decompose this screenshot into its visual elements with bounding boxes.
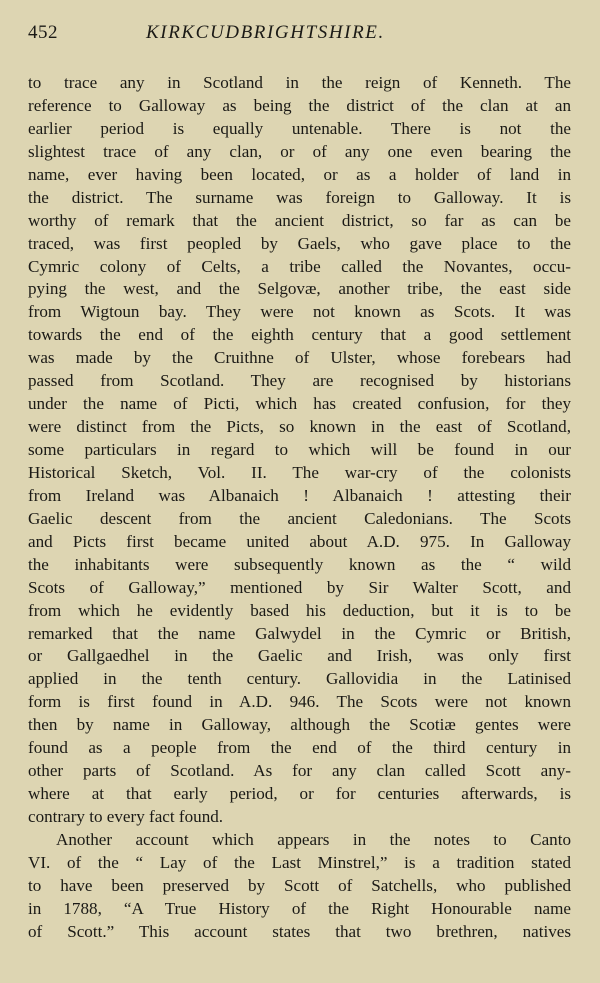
text-line: VI. of the “ Lay of the Last Minstrel,” is a tradition stated bbox=[28, 852, 571, 872]
text-line: Gaelic descent from the ancient Caledonians. The Scots bbox=[28, 508, 571, 528]
text-line: from Ireland was Albanaich ! Albanaich ! attesting their bbox=[28, 485, 571, 505]
text-line: Historical Sketch, Vol. II. The war-cry of the colonists bbox=[28, 462, 571, 482]
text-line: some particulars in regard to which will be found in our bbox=[28, 440, 571, 459]
text-line: form is first found in A.D. 946. The Scots were not known bbox=[28, 692, 571, 712]
running-head: KIRKCUDBRIGHTSHIRE. bbox=[146, 22, 385, 43]
text-line: name, ever having been located, or as a holder of land in bbox=[28, 164, 571, 184]
body-text bbox=[28, 72, 571, 944]
text-line: or Gallgaedhel in the Gaelic and Irish, was only first bbox=[28, 646, 571, 666]
text-line: other parts of Scotland. As for any clan called Scott any- bbox=[28, 761, 571, 781]
text-line: contrary to every fact found. bbox=[28, 807, 224, 826]
text-line: from Wigtoun bay. They were not known as Scots. It was bbox=[28, 302, 571, 322]
text-line: reference to Galloway as being the district of the clan at an bbox=[28, 95, 571, 115]
text-line: Scots of Galloway,” mentioned by Sir Walter Scott, and bbox=[28, 577, 571, 597]
text-line: Another account which appears in the notes to Canto bbox=[56, 829, 571, 849]
text-line: Cymric colony of Celts, a tribe called the Novantes, occu- bbox=[28, 256, 571, 276]
text-line: in 1788, “A True History of the Right Honourable name bbox=[28, 898, 571, 918]
text-line: remarked that the name Galwydel in the Cymric or British, bbox=[28, 623, 571, 643]
text-line: towards the end of the eighth century that a good settlement bbox=[28, 325, 571, 345]
text-line: under the name of Picti, which has created confusion, for they bbox=[28, 394, 571, 414]
text-line: passed from Scotland. They are recognised by historians bbox=[28, 371, 571, 391]
text-line: the district. The surname was foreign to Galloway. It is bbox=[28, 187, 571, 207]
text-line: were distinct from the Picts, so known in the east of Scotland, bbox=[28, 417, 571, 437]
text-line: to have been preserved by Scott of Satchells, who published bbox=[28, 875, 571, 895]
text-line: where at that early period, or for centuries afterwards, is bbox=[28, 784, 571, 804]
page-number: 452 bbox=[28, 22, 58, 43]
text-line: earlier period is equally untenable. There is not the bbox=[28, 118, 571, 138]
text-line: slightest trace of any clan, or of any one even bearing the bbox=[28, 141, 571, 161]
text-line: and Picts first became united about A.D. 975. In Galloway bbox=[28, 531, 571, 551]
page-header bbox=[28, 22, 578, 52]
text-line: worthy of remark that the ancient district, so far as can be bbox=[28, 210, 571, 230]
text-line: then by name in Galloway, although the Scotiæ gentes were bbox=[28, 715, 571, 735]
text-line: the inhabitants were subsequently known as the “ wild bbox=[28, 554, 571, 574]
text-line: from which he evidently based his deduction, but it is to be bbox=[28, 600, 571, 620]
text-line: of Scott.” This account states that two brethren, natives bbox=[28, 921, 571, 941]
text-line: traced, was first peopled by Gaels, who gave place to the bbox=[28, 233, 571, 253]
text-line: pying the west, and the Selgovæ, another tribe, the east side bbox=[28, 279, 571, 299]
text-line: to trace any in Scotland in the reign of Kenneth. The bbox=[28, 73, 571, 92]
text-line: applied in the tenth century. Gallovidia in the Latinised bbox=[28, 669, 571, 689]
text-line: found as a people from the end of the third century in bbox=[28, 738, 571, 758]
text-line: was made by the Cruithne of Ulster, whose forebears had bbox=[28, 348, 571, 368]
